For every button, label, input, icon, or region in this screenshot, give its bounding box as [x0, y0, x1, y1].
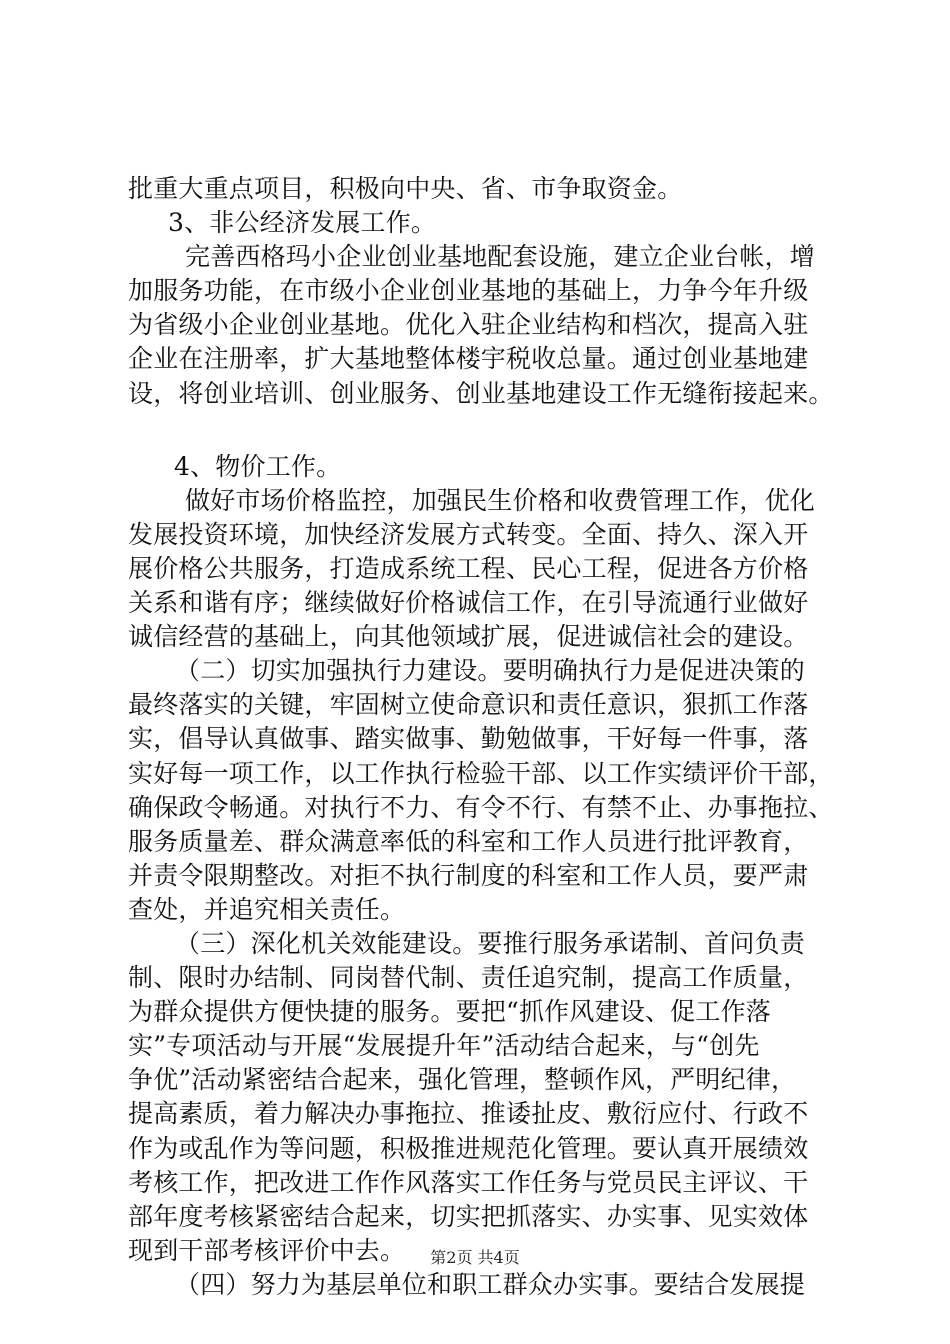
- text-line: （四）努力为基层单位和职工群众办实事。要结合发展提: [175, 1269, 806, 1299]
- text-line: 制、限时办结制、同岗替代制、责任追究制，提高工作质量，: [128, 963, 809, 993]
- text-line: 最终落实的关键，牢固树立使命意识和责任意识，狠抓工作落: [128, 690, 809, 720]
- text-line: 考核工作，把改进工作作风落实工作任务与党员民主评议、干: [128, 1167, 809, 1197]
- paragraph-group-1: [128, 172, 838, 411]
- text-line: 做好市场价格监控，加强民生价格和收费管理工作，优化: [185, 485, 816, 515]
- text-line: 并责令限期整改。对拒不执行制度的科室和工作人员，要严肃: [128, 860, 809, 890]
- text-line: 企业在注册率，扩大基地整体楼宇税收总量。通过创业基地建: [128, 344, 809, 374]
- text-line: 查处，并追究相关责任。: [128, 894, 406, 924]
- text-line: （三）深化机关效能建设。要推行服务承诺制、首问负责: [175, 928, 806, 958]
- text-line: 批重大重点项目，积极向中央、省、市争取资金。: [128, 174, 683, 203]
- text-line: 现到干部考核评价中去。: [128, 1235, 406, 1265]
- text-line: 4、物价工作。: [174, 451, 342, 481]
- text-line: 设，将创业培训、创业服务、创业基地建设工作无缝衔接起来。: [128, 378, 834, 408]
- text-line: 加服务功能，在市级小企业创业基地的基础上，力争今年升级: [128, 276, 809, 306]
- text-line: 3、非公经济发展工作。: [168, 208, 437, 238]
- text-line: （二）切实加强执行力建设。要明确执行力是促进决策的: [175, 656, 806, 686]
- text-line: 作为或乱作为等问题，积极推进规范化管理。要认真开展绩效: [128, 1133, 809, 1163]
- text-line: 展价格公共服务，打造成系统工程、民心工程，促进各方价格: [128, 553, 809, 583]
- text-line: 实，倡导认真做事、踏实做事、勤勉做事，干好每一件事，落: [128, 724, 809, 754]
- text-line: 发展投资环境，加快经济发展方式转变。全面、持久、深入开: [128, 519, 809, 549]
- text-line: 为群众提供方便快捷的服务。要把“抓作风建设、促工作落: [128, 997, 771, 1027]
- paragraph-group-2: [128, 450, 838, 1302]
- text-line: 确保政令畅通。对执行不力、有令不行、有禁不止、办事拖拉、: [128, 792, 834, 822]
- text-line: 关系和谐有序；继续做好价格诚信工作，在引导流通行业做好: [128, 588, 809, 618]
- page-number-footer: 第2页 共4页: [430, 1248, 520, 1267]
- text-line: 实”专项活动与开展“发展提升年”活动结合起来，与“创先: [128, 1031, 760, 1061]
- text-line: 完善西格玛小企业创业基地配套设施，建立企业台帐，增: [185, 242, 816, 272]
- text-line: 争优”活动紧密结合起来，强化管理，整顿作风，严明纪律，: [128, 1065, 797, 1095]
- text-line: 提高素质，着力解决办事拖拉、推诿扯皮、敷衍应付、行政不: [128, 1099, 809, 1129]
- text-line: 实好每一项工作，以工作执行检验干部、以工作实绩评价干部，: [128, 758, 834, 788]
- blank-gap: [128, 411, 838, 450]
- document-body: [128, 172, 838, 1302]
- text-line: 部年度考核紧密结合起来，切实把抓落实、办实事、见实效体: [128, 1201, 809, 1231]
- text-line: 为省级小企业创业基地。优化入驻企业结构和档次，提高入驻: [128, 310, 809, 340]
- text-line: 服务质量差、群众满意率低的科室和工作人员进行批评教育，: [128, 826, 809, 856]
- text-line: 诚信经营的基础上，向其他领域扩展，促进诚信社会的建设。: [128, 622, 809, 652]
